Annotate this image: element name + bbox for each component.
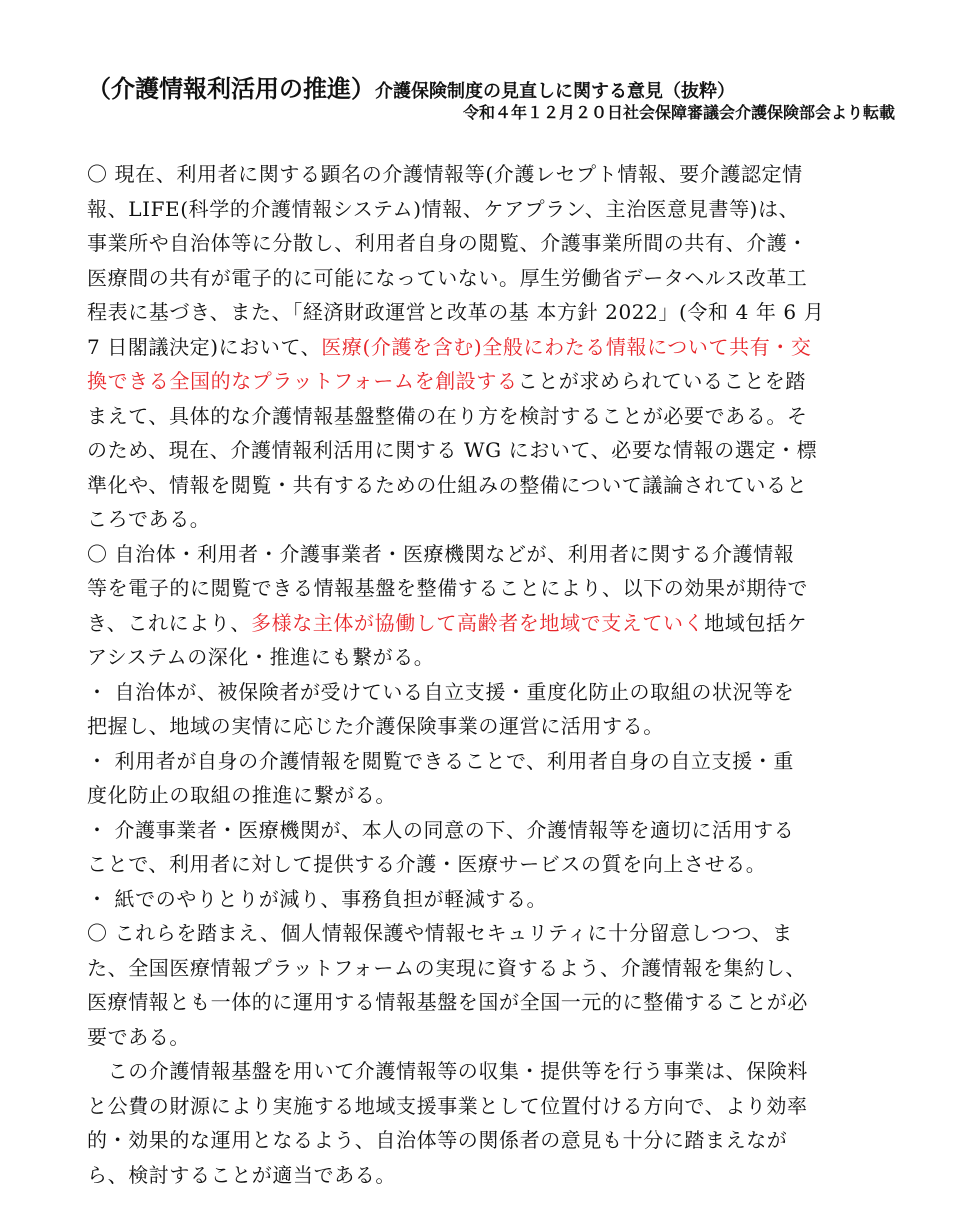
text-line [87,261,895,296]
text-segment: と公費の財源により実施する地域支援事業として位置付ける方向で、より効率 [87,1093,808,1118]
text-segment: き、これにより、 [87,610,251,635]
text-line [87,364,895,399]
text-segment: 要である。 [87,1024,190,1049]
highlighted-text: 換できる全国的なプラットフォームを創設する [87,369,518,393]
text-segment: 地域包括ケ [704,610,808,635]
text-line [87,192,895,227]
text-segment: 医療情報とも一体的に運用する情報基盤を国が全国一元的に整備することが必 [87,990,808,1014]
document [87,72,895,1192]
text-line [87,813,895,848]
text-line [87,640,895,675]
text-segment: 事業所や自治体等に分散し、利用者自身の閲覧、介護事業所間の共有、介護・ [87,231,808,255]
text-segment: 医療間の共有が電子的に可能になっていない。厚生労働省データヘルス改革工 [87,265,808,290]
text-segment: 的・効果的な運用となるよう、自治体等の関係者の意見も十分に踏まえなが [87,1128,788,1152]
title-main: （介護情報利活用の推進） [87,75,375,103]
text-line [87,951,895,986]
text-line [87,744,895,779]
text-segment: まえて、具体的な介護情報基盤整備の在り方を検討することが必要である。そ [87,403,808,428]
text-segment: 7 日閣議決定)において、 [87,334,322,359]
text-line [87,502,895,537]
text-segment: ・ 介護事業者・医療機関が、本人の同意の下、介護情報等を適切に活用する [87,817,795,842]
text-segment: 等を電子的に閲覧できる情報基盤を整備することにより、以下の効果が期待で [87,576,808,600]
text-line [87,709,895,744]
text-segment: 度化防止の取組の推進に繋がる。 [87,783,396,807]
text-line [87,606,895,641]
text-line [87,468,895,503]
text-line [87,295,895,330]
text-line [87,882,895,917]
text-line [87,1054,895,1089]
text-segment: この介護情報基盤を用いて介護情報等の収集・提供等を行う事業は、保険料 [87,1059,808,1083]
text-segment: 〇 現在、利用者に関する顕名の介護情報等(介護レセプト情報、要介護認定情 [87,162,803,186]
text-segment: ころである。 [87,507,211,531]
text-line [87,1089,895,1124]
text-line [87,537,895,572]
text-segment: ら、検討することが適当である。 [87,1162,396,1187]
text-line [87,675,895,710]
text-segment: た、全国医療情報プラットフォームの実現に資するよう、介護情報を集約し、 [87,955,806,980]
body-text [87,157,895,1192]
text-line [87,1158,895,1193]
text-segment: ・ 紙でのやりとりが減り、事務負担が軽減する。 [87,886,548,911]
text-line [87,330,895,365]
text-segment: 把握し、地域の実情に応じた介護保険事業の運営に活用する。 [87,714,664,738]
title-subtitle: 介護保険制度の見直しに関する意見（抜粋） [375,81,735,102]
text-segment: ・ 利用者が自身の介護情報を閲覧できることで、利用者自身の自立支援・重 [87,748,794,773]
document-title [87,72,895,106]
source-note: 令和４年１２月２０日社会保障審議会介護保険部会より転載 [462,103,895,122]
text-segment: ことで、利用者に対して提供する介護・医療サービスの質を向上させる。 [87,852,767,876]
highlighted-text: 医療(介護を含む)全般にわたる情報について共有・交 [321,334,812,359]
text-line [87,399,895,434]
text-line [87,1123,895,1158]
text-segment: 〇 自治体・利用者・介護事業者・医療機関などが、利用者に関する介護情報 [87,541,795,566]
text-line [87,433,895,468]
text-segment: 程表に基づき、また、「経済財政運営と改革の基 本方針 2022」(令和 4 年 6 月 [87,300,825,324]
text-segment: アシステムの深化・推進にも繋がる。 [87,645,435,669]
text-segment: 報、LIFE(科学的介護情報システム)情報、ケアプラン、主治医意見書等)は、 [87,196,800,221]
text-segment: 〇 これらを踏まえ、個人情報保護や情報セキュリティに十分留意しつつ、ま [87,921,793,945]
text-segment: のため、現在、介護情報利活用に関する WG において、必要な情報の選定・標 [87,438,818,462]
text-segment: ・ 自治体が、被保険者が受けている自立支援・重度化防止の取組の状況等を [87,679,795,704]
text-line [87,916,895,951]
text-line [87,847,895,882]
text-line [87,985,895,1020]
highlighted-text: 多様な主体が協働して高齢者を地域で支えていく [251,610,705,635]
text-line [87,226,895,261]
text-segment: 準化や、情報を閲覧・共有するための仕組みの整備について議論されていると [87,472,808,497]
text-line [87,1020,895,1055]
text-segment: ことが求められていることを踏 [517,369,807,393]
text-line [87,571,895,606]
text-line [87,157,895,192]
text-line [87,778,895,813]
